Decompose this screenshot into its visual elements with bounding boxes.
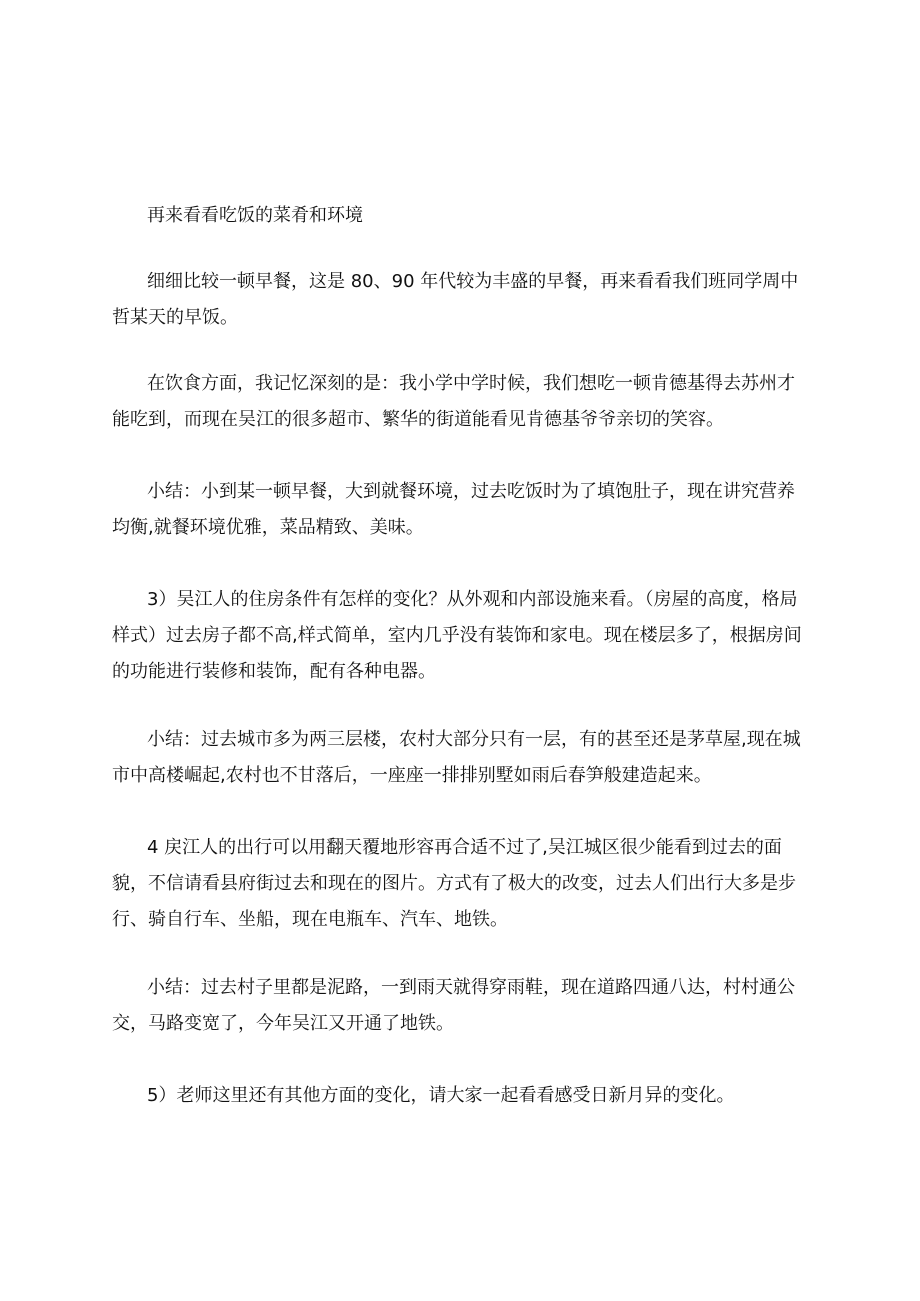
- paragraph-breakfast-comparison: 细细比较一顿早餐，这是 80、90 年代较为丰盛的早餐，再来看看我们班同学周中哲某天的早饭。: [112, 271, 799, 328]
- paragraph-travel-summary: 小结：过去村子里都是泥路，一到雨天就得穿雨鞋，现在道路四通八达，村村通公交，马路变宽了，今年吴江又开通了地铁。: [112, 977, 795, 1034]
- paragraph-housing-change: 3）吴江人的住房条件有怎样的变化？从外观和内部设施来看。（房屋的高度，格局样式）过去房子都不高,样式简单，室内几乎没有装饰和家电。现在楼层多了，根据房间的功能进行装修和装饰，配有各种电器。: [112, 589, 802, 682]
- paragraph-housing-summary: 小结：过去城市多为两三层楼，农村大部分只有一层，有的甚至还是茅草屋,现在城市中高楼崛起,农村也不甘落后，一座座一排排别墅如雨后春笋般建造起来。: [112, 729, 801, 786]
- paragraph-food-environment-heading: 再来看看吃饭的菜肴和环境: [147, 205, 363, 226]
- paragraph-food-summary: 小结：小到某一顿早餐，大到就餐环境，过去吃饭时为了填饱肚子，现在讲究营养均衡,就餐环境优雅，菜品精致、美味。: [112, 481, 795, 538]
- paragraph-diet-memory: 在饮食方面，我记忆深刻的是：我小学中学时候，我们想吃一顿肯德基得去苏州才能吃到，而现在吴江的很多超市、繁华的街道能看见肯德基爷爷亲切的笑容。: [112, 373, 795, 430]
- paragraph-other-changes: 5）老师这里还有其他方面的变化，请大家一起看看感受日新月异的变化。: [147, 1085, 735, 1106]
- paragraph-travel-change: 4 戻江人的出行可以用翻天覆地形容再合适不过了,吴江城区很少能看到过去的面貌，不信请看县府街过去和现在的图片。方式有了极大的改变，过去人们出行大多是步行、骑自行车、坐船，现在电瓶车、汽车、地铁。: [112, 837, 796, 930]
